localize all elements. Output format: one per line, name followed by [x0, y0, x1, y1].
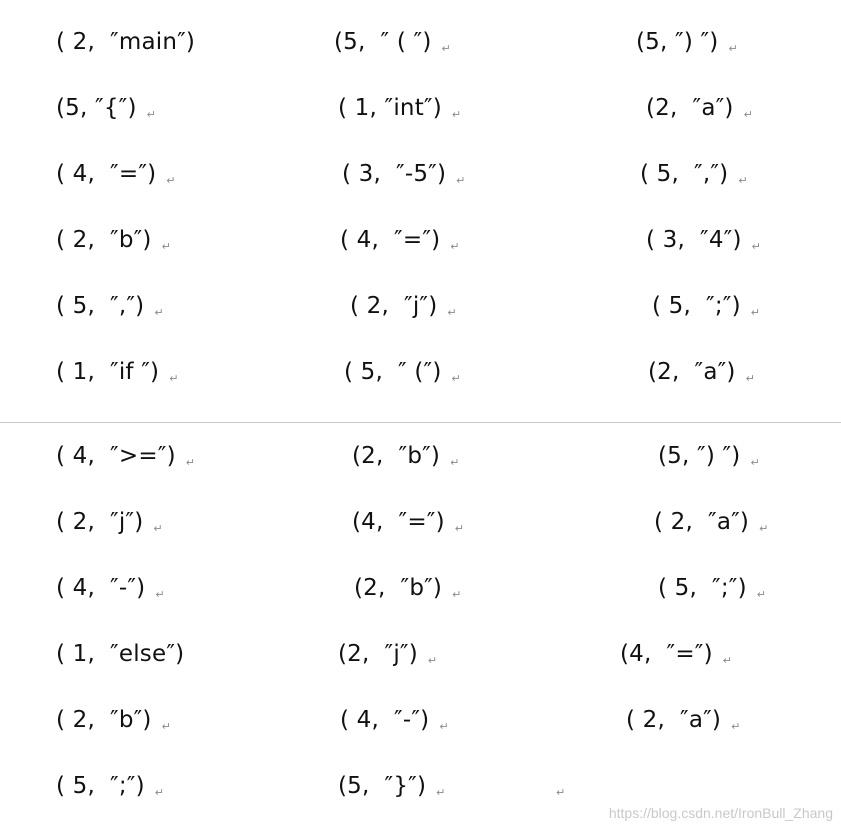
token-cell	[350, 286, 457, 326]
paragraph-mark-icon: ↵	[427, 654, 438, 667]
token-text: ( 2, ″j″)	[56, 509, 144, 535]
token-text: ( 3, ″-5″)	[342, 161, 447, 187]
token-cell	[56, 502, 163, 542]
token-text: ( 4, ″-″)	[56, 575, 146, 601]
token-cell	[620, 634, 732, 674]
paragraph-mark-icon: ↵	[161, 240, 172, 253]
paragraph-mark-icon: ↵	[436, 786, 446, 799]
table-row	[0, 568, 841, 608]
token-cell	[626, 700, 741, 740]
token-text: ( 5, ″;″)	[658, 575, 747, 601]
token-text: ( 2, ″b″)	[56, 227, 152, 253]
token-text: ( 4, ″>=″)	[56, 443, 176, 469]
paragraph-mark-icon: ↵	[185, 456, 196, 469]
token-text: ( 1, ″int″)	[338, 95, 442, 121]
token-text: ( 5, ″,″)	[640, 161, 729, 187]
paragraph-mark-icon: ↵	[728, 42, 738, 55]
paragraph-mark-icon: ↵	[439, 720, 449, 733]
token-cell	[56, 22, 195, 62]
token-cell	[658, 568, 766, 608]
paragraph-mark-icon: ↵	[161, 720, 172, 733]
token-cell	[56, 220, 171, 260]
token-cell	[56, 286, 164, 326]
token-text: (4, ″=″)	[620, 641, 713, 667]
section-divider	[0, 422, 841, 423]
token-cell	[658, 436, 760, 476]
token-cell	[56, 700, 171, 740]
paragraph-mark-icon: ↵	[756, 588, 767, 601]
table-row	[0, 700, 841, 740]
table-row	[0, 766, 841, 806]
paragraph-mark-icon: ↵	[751, 240, 762, 253]
paragraph-mark-icon: ↵	[451, 108, 462, 121]
token-cell	[338, 766, 446, 806]
paragraph-mark-icon: ↵	[750, 456, 760, 469]
token-text: ( 1, ″else″)	[56, 641, 185, 667]
token-text: ( 4, ″=″)	[56, 161, 157, 187]
token-cell	[352, 436, 460, 476]
paragraph-mark-icon: ↵	[155, 588, 165, 601]
token-cell	[56, 352, 179, 392]
token-cell	[652, 286, 760, 326]
token-cell	[646, 88, 753, 128]
token-text: ( 3, ″4″)	[646, 227, 742, 253]
token-cell	[56, 634, 184, 674]
paragraph-mark-icon: ↵	[146, 108, 157, 121]
token-cell	[340, 700, 449, 740]
token-text: (2, ″a″)	[646, 95, 734, 121]
token-text: (2, ″b″)	[352, 443, 441, 469]
paragraph-mark-icon: ↵	[745, 372, 756, 385]
paragraph-mark-icon: ↵	[154, 306, 164, 319]
token-text: ( 2, ″main″)	[56, 29, 196, 55]
token-cell	[56, 154, 176, 194]
table-row	[0, 220, 841, 260]
token-text: ( 1, ″if ″)	[56, 359, 160, 385]
paragraph-mark-icon: ↵	[738, 174, 748, 187]
token-cell	[338, 88, 461, 128]
token-cell	[648, 352, 755, 392]
token-text: (5, ″) ″)	[636, 29, 719, 55]
table-row	[0, 502, 841, 542]
token-text: ( 2, ″j″)	[350, 293, 438, 319]
paragraph-mark-icon: ↵	[556, 786, 566, 799]
token-cell	[352, 502, 464, 542]
token-text: ( 5, ″;″)	[56, 773, 145, 799]
token-cell	[334, 22, 451, 62]
table-row	[0, 88, 841, 128]
paragraph-mark-icon: ↵	[722, 654, 733, 667]
token-cell	[338, 634, 437, 674]
token-cell	[56, 766, 164, 806]
token-text: ( 5, ″;″)	[652, 293, 741, 319]
token-cell	[654, 502, 769, 542]
token-text: ( 5, ″ (″)	[344, 359, 442, 385]
token-cell	[340, 220, 460, 260]
token-text: ( 2, ″a″)	[626, 707, 722, 733]
token-text: (5, ″ ( ″)	[334, 29, 432, 55]
paragraph-mark-icon: ↵	[743, 108, 754, 121]
paragraph-mark-icon: ↵	[452, 588, 462, 601]
table-row	[0, 436, 841, 476]
token-cell	[56, 568, 165, 608]
paragraph-mark-icon: ↵	[169, 372, 179, 385]
paragraph-mark-icon: ↵	[166, 174, 176, 187]
paragraph-mark-icon: ↵	[750, 306, 761, 319]
token-text: ( 2, ″b″)	[56, 707, 152, 733]
token-text: ( 5, ″,″)	[56, 293, 145, 319]
token-cell	[636, 22, 738, 62]
paragraph-mark-icon: ↵	[450, 240, 460, 253]
token-cell	[56, 88, 156, 128]
token-cell	[56, 436, 195, 476]
table-row	[0, 22, 841, 62]
table-row	[0, 286, 841, 326]
table-row	[0, 352, 841, 392]
paragraph-mark-icon: ↵	[454, 522, 465, 535]
paragraph-mark-icon: ↵	[153, 522, 163, 535]
token-cell	[640, 154, 748, 194]
token-text: ( 4, ″-″)	[340, 707, 430, 733]
paragraph-mark-icon: ↵	[759, 522, 769, 535]
token-text: ( 4, ″=″)	[340, 227, 441, 253]
token-text: (2, ″b″)	[354, 575, 443, 601]
paragraph-mark-icon: ↵	[456, 174, 466, 187]
token-cell	[354, 568, 462, 608]
paragraph-mark-icon: ↵	[731, 720, 741, 733]
paragraph-mark-icon: ↵	[450, 456, 460, 469]
token-text: (2, ″a″)	[648, 359, 736, 385]
paragraph-mark-icon: ↵	[154, 786, 165, 799]
table-row	[0, 154, 841, 194]
table-row	[0, 634, 841, 674]
token-cell	[342, 154, 466, 194]
token-text: (5, ″) ″)	[658, 443, 741, 469]
paragraph-mark-icon: ↵	[441, 42, 451, 55]
token-text: (2, ″j″)	[338, 641, 418, 667]
token-cell	[344, 352, 461, 392]
token-text: (4, ″=″)	[352, 509, 445, 535]
token-cell	[646, 220, 761, 260]
token-text: ( 2, ″a″)	[654, 509, 750, 535]
token-text: (5, ″{″)	[56, 95, 137, 121]
token-text: (5, ″}″)	[338, 773, 427, 799]
paragraph-mark-icon: ↵	[451, 372, 461, 385]
paragraph-mark-icon: ↵	[447, 306, 457, 319]
watermark-text: https://blog.csdn.net/IronBull_Zhang	[608, 805, 833, 821]
